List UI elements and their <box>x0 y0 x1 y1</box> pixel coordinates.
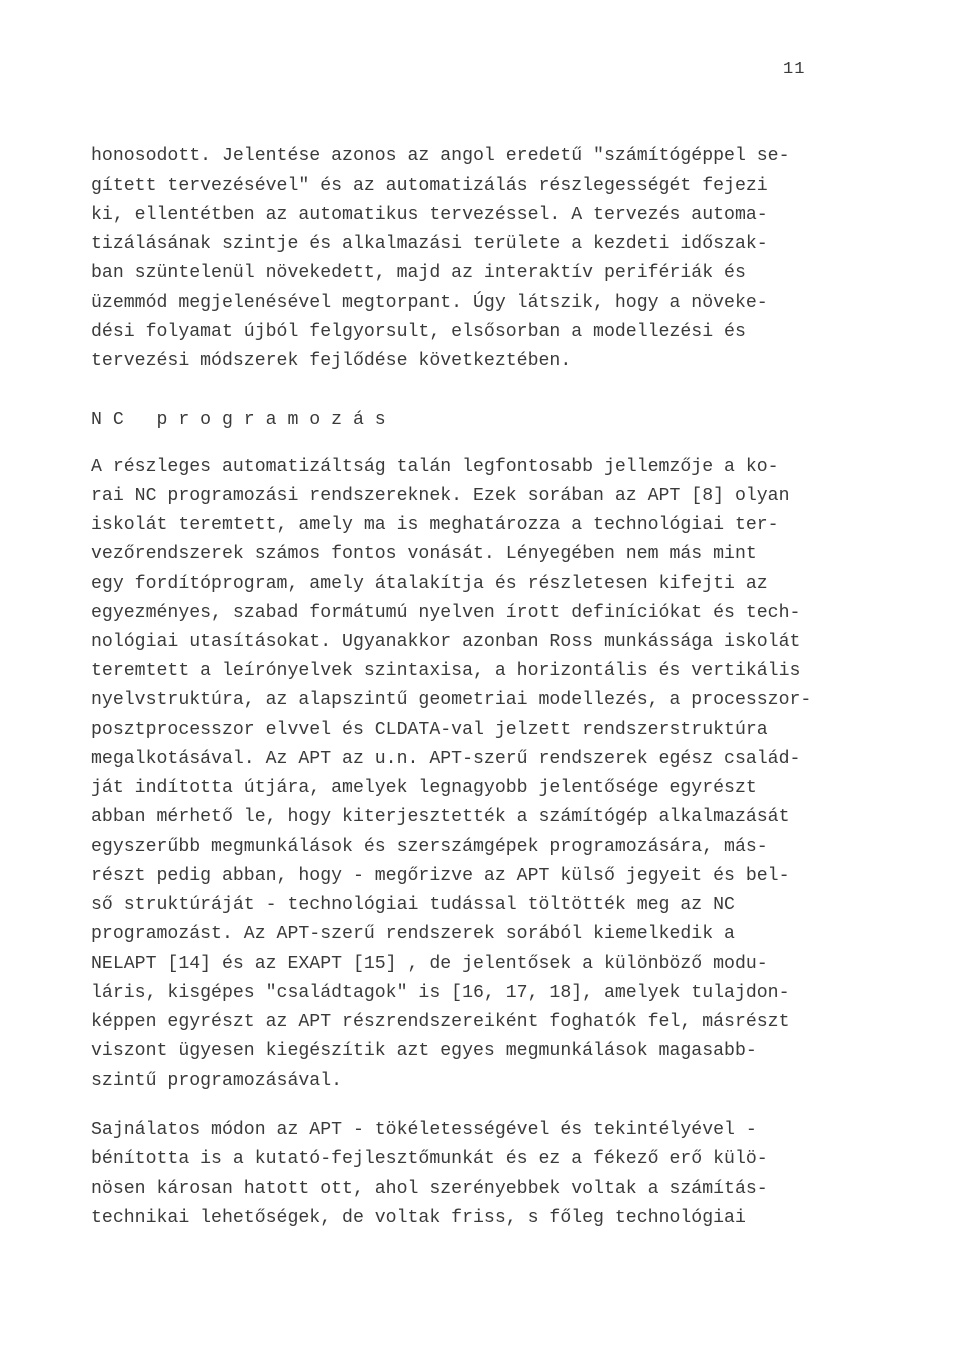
text-line: dési folyamat újból felgyorsult, elsősorban a modellezési és <box>91 322 746 342</box>
text-line: nológiai utasításokat. Ugyanakkor azonban Ross munkássága iskolát <box>91 632 801 652</box>
text-line: láris, kisgépes "családtagok" is [16, 17, 18], amelyek tulajdon- <box>91 983 790 1003</box>
text-line: egyezményes, szabad formátumú nyelven írott definíciókat és tech- <box>91 603 801 623</box>
text-line: nösen károsan hatott ott, ahol szerényebbek voltak a számítás- <box>91 1179 768 1199</box>
text-line: nyelvstruktúra, az alapszintű geometriai modellezés, a processzor- <box>91 690 812 710</box>
page-number: 11 <box>783 60 806 79</box>
text-line: posztprocesszor elvvel és CLDATA-val jelzett rendszerstruktúra <box>91 720 768 740</box>
text-line: technikai lehetőségek, de voltak friss, s főleg technológiai <box>91 1208 746 1228</box>
text-line: Sajnálatos módon az APT - tökéletességével és tekintélyével - <box>91 1120 757 1140</box>
text-line: ban szüntelenül növekedett, majd az interaktív perifériák és <box>91 263 746 283</box>
text-line: abban mérhető le, hogy kiterjesztették a számítógép alkalmazását <box>91 807 790 827</box>
section-heading: N C p r o g r a m o z á s <box>91 410 386 430</box>
text-line: bénította is a kutató-fejlesztőmunkát és ez a fékező erő külö- <box>91 1149 768 1169</box>
text-line: ső struktúráját - technológiai tudással töltötték meg az NC <box>91 895 735 915</box>
text-line: viszont ügyesen kiegészítik azt egyes megmunkálások magasabb- <box>91 1041 757 1061</box>
text-line: NELAPT [14] és az EXAPT [15] , de jelentősek a különböző modu- <box>91 954 768 974</box>
text-line: képpen egyrészt az APT részrendszereiként foghatók fel, másrészt <box>91 1012 790 1032</box>
text-line: gített tervezésével" és az automatizálás részlegességét fejezi <box>91 176 768 196</box>
text-line: programozást. Az APT-szerű rendszerek sorából kiemelkedik a <box>91 924 735 944</box>
text-line: szintű programozásával. <box>91 1071 343 1091</box>
text-line: ját indította útjára, amelyek legnagyobb jelentősége egyrészt <box>91 778 757 798</box>
text-line: iskolát teremtett, amely ma is meghatározza a technológiai ter- <box>91 515 779 535</box>
text-line: A részleges automatizáltság talán legfontosabb jellemzője a ko- <box>91 457 779 477</box>
text-line: honosodott. Jelentése azonos az angol eredetű "számítógéppel se- <box>91 146 790 166</box>
text-line: vezőrendszerek számos fontos vonását. Lényegében nem más mint <box>91 544 757 564</box>
text-line: tervezési módszerek fejlődése következtében. <box>91 351 572 371</box>
text-line: részt pedig abban, hogy - megőrizve az APT külső jegyeit és bel- <box>91 866 790 886</box>
text-line: teremtett a leírónyelvek szintaxisa, a horizontális és vertikális <box>91 661 801 681</box>
text-line: megalkotásával. Az APT az u.n. APT-szerű rendszerek egész család- <box>91 749 801 769</box>
text-line: tizálásának szintje és alkalmazási területe a kezdeti időszak- <box>91 234 768 254</box>
text-line: üzemmód megjelenésével megtorpant. Úgy látszik, hogy a növeke- <box>91 293 768 313</box>
text-line: rai NC programozási rendszereknek. Ezek sorában az APT [8] olyan <box>91 486 790 506</box>
text-line: ki, ellentétben az automatikus tervezéssel. A tervezés automa- <box>91 205 768 225</box>
text-line: egyszerűbb megmunkálások és szerszámgépek programozására, más- <box>91 837 768 857</box>
text-line: egy fordítóprogram, amely átalakítja és részletesen kifejti az <box>91 574 768 594</box>
